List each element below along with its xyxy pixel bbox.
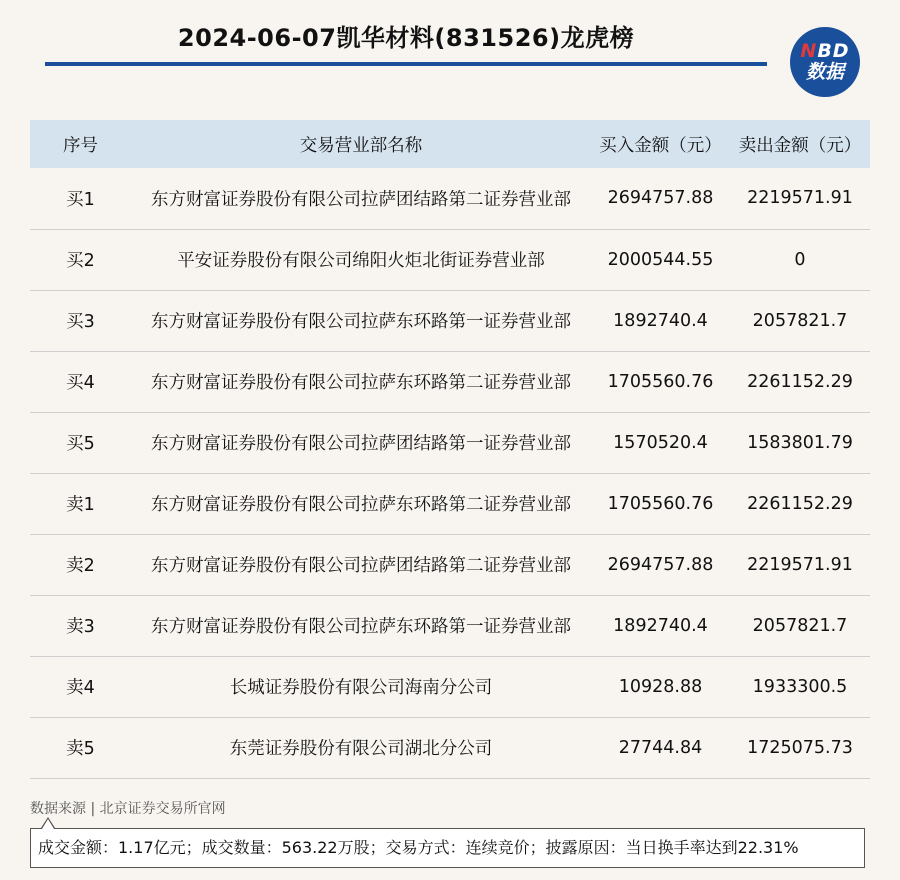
row-index: 卖3 — [66, 617, 95, 637]
sell-amount: 2057821.7 — [752, 310, 848, 331]
buy-amount: 2694757.88 — [607, 554, 714, 575]
sell-amount: 2261152.29 — [747, 371, 853, 392]
table-row — [30, 229, 870, 290]
logo-n: N — [800, 40, 818, 62]
buy-amount: 1705560.76 — [607, 371, 714, 392]
table-row — [30, 534, 870, 595]
buy-amount: 2000544.55 — [607, 249, 714, 270]
table-row — [30, 412, 870, 473]
logo-bd: BD — [817, 40, 850, 62]
table-row — [30, 656, 870, 717]
row-index: 卖5 — [66, 739, 95, 759]
row-index: 卖1 — [66, 495, 95, 515]
branch-name: 东方财富证券股份有限公司拉萨团结路第二证券营业部 — [151, 189, 571, 210]
buy-amount: 27744.84 — [618, 737, 703, 758]
header-sell-amount: 卖出金额（元） — [738, 135, 862, 156]
buy-amount: 1705560.76 — [607, 493, 714, 514]
logo-line1 — [800, 42, 849, 61]
row-index: 买5 — [66, 434, 95, 454]
trade-summary-note: 成交金额：1.17亿元；成交数量：563.22万股；交易方式：连续竞价；披露原因：当日换手率达到22.31% — [30, 828, 865, 868]
buy-amount: 1892740.4 — [613, 615, 708, 636]
buy-amount: 10928.88 — [618, 676, 703, 697]
row-index: 买4 — [66, 373, 95, 393]
row-index: 卖4 — [66, 678, 95, 698]
buy-amount: 1570520.4 — [613, 432, 708, 453]
branch-name: 东方财富证券股份有限公司拉萨团结路第一证券营业部 — [151, 434, 571, 454]
buy-amount: 2694757.88 — [607, 188, 714, 209]
data-source: 数据来源 | 北京证券交易所官网 — [30, 801, 226, 817]
row-index: 买1 — [66, 189, 95, 210]
sell-amount: 2219571.91 — [747, 554, 853, 575]
sell-amount: 1725075.73 — [747, 737, 853, 758]
nbd-logo — [790, 27, 860, 97]
sell-amount: 0 — [794, 249, 806, 270]
sell-amount: 1933300.5 — [752, 676, 848, 697]
row-index: 买2 — [66, 251, 95, 271]
row-index: 买3 — [66, 312, 95, 332]
sell-amount: 1583801.79 — [747, 432, 853, 453]
table-row — [30, 168, 870, 229]
dragon-tiger-table — [30, 120, 870, 779]
branch-name: 东莞证券股份有限公司湖北分公司 — [229, 739, 493, 759]
table-row — [30, 595, 870, 656]
sell-amount: 2057821.7 — [752, 615, 848, 636]
branch-name: 东方财富证券股份有限公司拉萨团结路第二证券营业部 — [151, 556, 571, 576]
header-index: 序号 — [63, 135, 98, 156]
branch-name: 长城证券股份有限公司海南分公司 — [229, 678, 493, 698]
branch-name: 平安证券股份有限公司绵阳火炬北街证券营业部 — [177, 251, 545, 271]
table-row — [30, 473, 870, 534]
buy-amount: 1892740.4 — [613, 310, 708, 331]
sell-amount: 2219571.91 — [747, 188, 853, 209]
page-title: 2024-06-07凯华材料(831526)龙虎榜 — [177, 24, 635, 52]
branch-name: 东方财富证券股份有限公司拉萨东环路第二证券营业部 — [151, 495, 571, 515]
header-branch-name: 交易营业部名称 — [299, 135, 423, 156]
table-header-row — [30, 120, 870, 168]
table-row — [30, 717, 870, 778]
table-row — [30, 290, 870, 351]
header-buy-amount: 买入金额（元） — [599, 135, 722, 156]
title-underline — [45, 62, 767, 66]
logo-line2: 数据 — [805, 61, 844, 83]
row-index: 卖2 — [66, 556, 95, 576]
sell-amount: 2261152.29 — [747, 493, 853, 514]
branch-name: 东方财富证券股份有限公司拉萨东环路第二证券营业部 — [151, 373, 571, 393]
branch-name: 东方财富证券股份有限公司拉萨东环路第一证券营业部 — [151, 312, 571, 332]
branch-name: 东方财富证券股份有限公司拉萨东环路第一证券营业部 — [151, 617, 571, 637]
table-row — [30, 351, 870, 412]
note-pointer-fill — [42, 819, 54, 829]
